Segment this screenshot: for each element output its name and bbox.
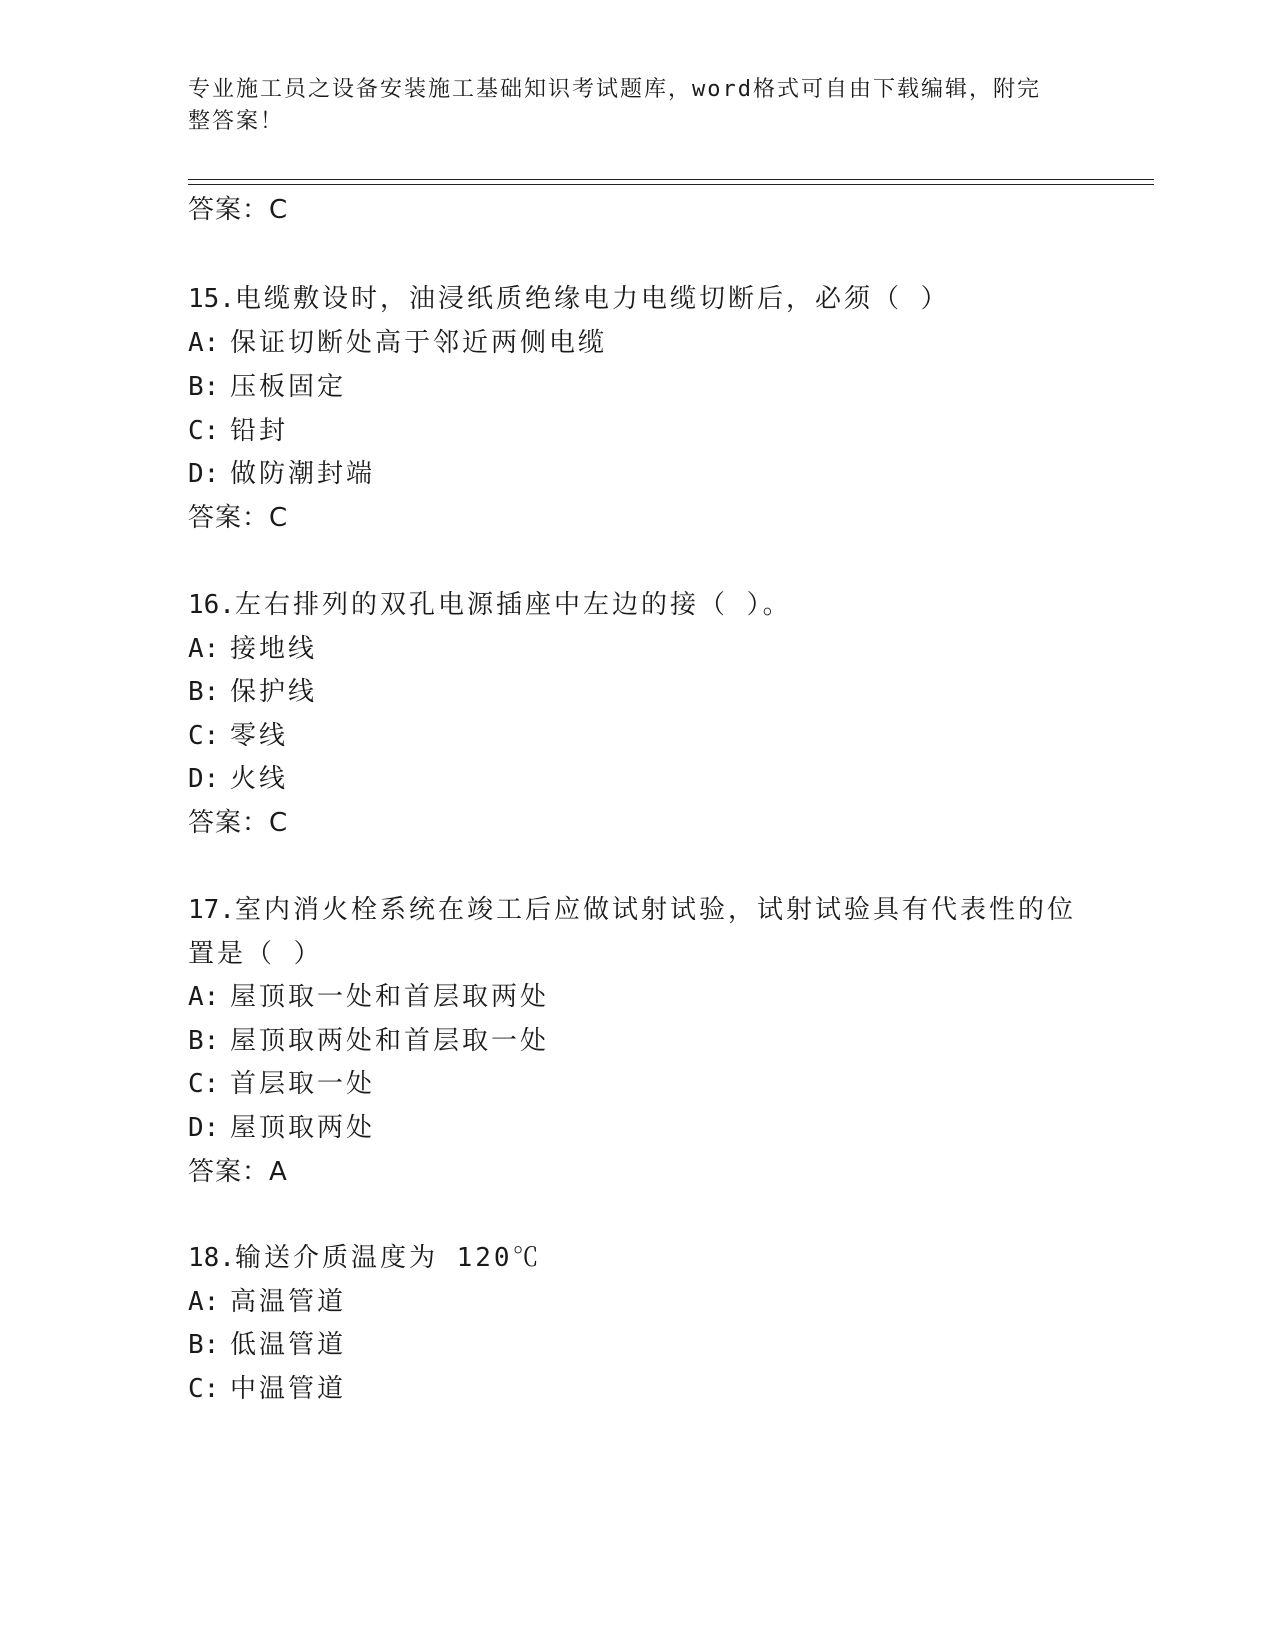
header-line-2: 整答案！ [188,109,285,134]
option-letter: C: [188,1069,220,1099]
question-18-option-a [188,1285,346,1319]
header-divider-bottom [188,184,1154,185]
option-text: 屋顶取一处和首层取两处 [230,982,550,1012]
option-text: 零线 [230,721,289,751]
option-text: 屋顶取两处和首层取一处 [230,1026,550,1056]
question-text: 输送介质温度为 120℃ [234,1243,542,1273]
option-letter: C: [188,1374,220,1404]
question-15-option-d [188,457,375,491]
question-18-option-c [188,1372,346,1406]
question-17-option-a [188,980,549,1014]
question-17 [188,893,1076,927]
question-number: 18. [188,1243,235,1273]
option-text: 铅封 [230,416,289,446]
header-divider-top [188,179,1154,180]
option-letter: B: [188,677,220,707]
option-letter: C: [188,721,220,751]
option-letter: A: [188,1287,220,1317]
option-text: 火线 [230,764,289,794]
question-16-option-d [188,762,288,796]
option-text: 接地线 [230,634,318,664]
option-letter: A: [188,982,220,1012]
option-text: 压板固定 [230,372,347,402]
option-text: 保证切断处高于邻近两侧电缆 [230,328,608,358]
question-17-option-c [188,1067,375,1101]
question-15 [188,282,950,316]
question-16-answer: 答案：C [188,808,289,838]
previous-answer: 答案：C [188,195,289,225]
question-17-continuation: 置是（ ） [188,939,323,969]
question-16 [188,588,792,622]
option-text: 高温管道 [230,1287,347,1317]
option-letter: A: [188,634,220,664]
option-text: 做防潮封端 [230,459,376,489]
question-17-option-b [188,1024,549,1058]
question-16-option-b [188,675,317,709]
header-line-1: 专业施工员之设备安装施工基础知识考试题库，word格式可自由下载编辑，附完 [188,77,1041,102]
question-text: 电缆敷设时，油浸纸质绝缘电力电缆切断后，必须（ ） [234,284,950,314]
question-17-answer: 答案：A [188,1157,288,1187]
option-letter: B: [188,1026,220,1056]
option-letter: D: [188,764,220,794]
option-letter: B: [188,1330,220,1360]
question-text: 左右排列的双孔电源插座中左边的接（ ）。 [234,590,792,620]
option-text: 保护线 [230,677,318,707]
question-15-option-b [188,370,346,404]
question-number: 16. [188,590,235,620]
question-16-option-a [188,632,317,666]
document-header [188,74,1068,138]
option-letter: D: [188,1113,220,1143]
option-letter: D: [188,459,220,489]
option-text: 中温管道 [230,1374,347,1404]
question-16-option-c [188,719,288,753]
option-text: 屋顶取两处 [230,1113,376,1143]
question-17-option-d [188,1111,375,1145]
question-15-answer: 答案：C [188,503,289,533]
option-letter: C: [188,416,220,446]
question-18-option-b [188,1328,346,1362]
question-18 [188,1241,542,1275]
option-letter: B: [188,372,220,402]
question-number: 17. [188,895,235,925]
question-text: 室内消火栓系统在竣工后应做试射试验，试射试验具有代表性的位 [234,895,1076,925]
question-15-option-a [188,326,607,360]
option-letter: A: [188,328,220,358]
option-text: 首层取一处 [230,1069,376,1099]
question-number: 15. [188,284,235,314]
question-15-option-c [188,414,288,448]
option-text: 低温管道 [230,1330,347,1360]
